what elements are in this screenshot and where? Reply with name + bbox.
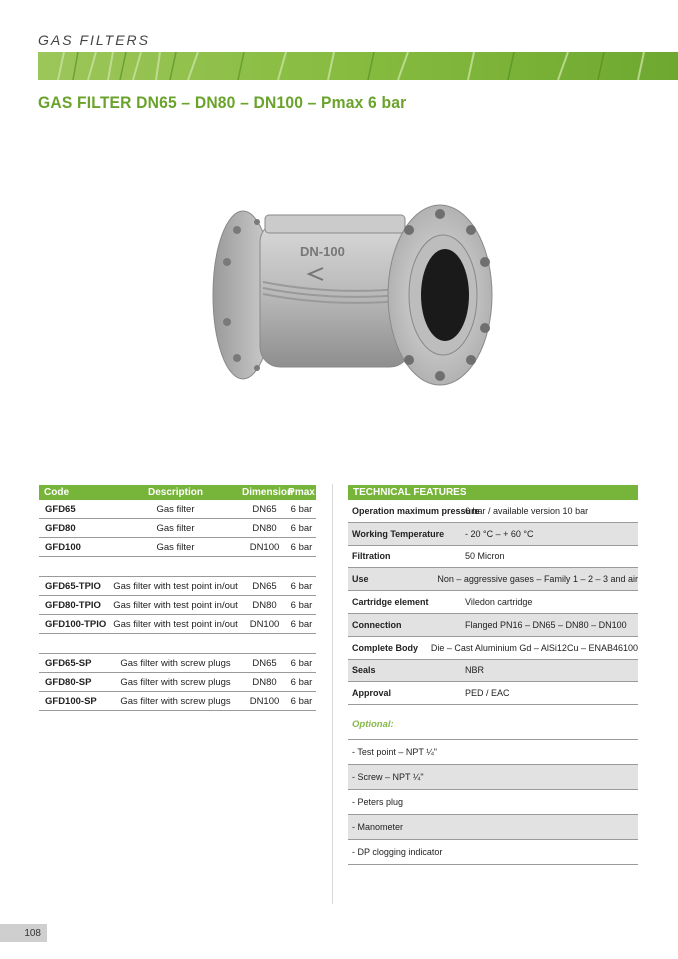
- pmax-cell: 6 bar: [290, 618, 313, 630]
- code-cell: GFD100-TPIO: [45, 618, 107, 630]
- pmax-cell: 6 bar: [290, 599, 313, 611]
- header-description: Description: [147, 487, 203, 498]
- pmax-cell: 6 bar: [290, 676, 313, 688]
- codes-table: [39, 485, 316, 730]
- casting-label: DN-100: [300, 244, 345, 259]
- page-number: 108: [0, 924, 47, 942]
- technical-features-header: TECHNICAL FEATURES: [348, 485, 638, 500]
- table-row: [348, 637, 638, 660]
- table-row: [39, 692, 316, 711]
- description-cell: Gas filter with screw plugs: [120, 657, 231, 669]
- dimension-cell: DN80: [252, 676, 277, 688]
- table-row: [39, 615, 316, 634]
- pmax-cell: 6 bar: [290, 580, 313, 592]
- pmax-cell: 6 bar: [290, 695, 313, 707]
- table-row: [348, 546, 638, 569]
- feature-name: Cartridge element: [352, 597, 429, 608]
- optional-item: - Test point – NPT ¼": [348, 740, 638, 765]
- code-cell: GFD65-TPIO: [45, 580, 101, 592]
- pmax-cell: 6 bar: [290, 503, 313, 515]
- description-cell: Gas filter: [156, 541, 195, 553]
- header-code: Code: [44, 487, 69, 498]
- pmax-cell: 6 bar: [290, 541, 313, 553]
- feature-value: Non – aggressive gases – Family 1 – 2 – 3 and air: [437, 574, 638, 585]
- description-cell: Gas filter: [156, 503, 195, 515]
- feature-value: Flanged PN16 – DN65 – DN80 – DN100: [465, 619, 627, 630]
- feature-name: Seals: [352, 665, 376, 676]
- code-cell: GFD65: [45, 503, 76, 515]
- header-dimension: Dimension: [242, 487, 294, 498]
- table-row: [39, 673, 316, 692]
- table-row: [348, 591, 638, 614]
- pmax-cell: 6 bar: [290, 657, 313, 669]
- header-pmax: Pmax: [288, 487, 315, 498]
- description-cell: Gas filter with test point in/out: [113, 599, 238, 611]
- dimension-cell: DN100: [249, 541, 280, 553]
- gas-filter-photo: [205, 200, 495, 390]
- feature-value: Die – Cast Aluminium Gd – AlSi12Cu – ENAB46100: [430, 642, 638, 653]
- section-label: GAS FILTERS: [38, 32, 150, 48]
- table-row: [348, 568, 638, 591]
- table-row: [39, 538, 316, 557]
- feature-value: Viledon cartridge: [465, 597, 533, 608]
- code-cell: GFD65-SP: [45, 657, 92, 669]
- table-row: [348, 614, 638, 637]
- pmax-cell: 6 bar: [290, 522, 313, 534]
- dimension-cell: DN100: [249, 695, 280, 707]
- codes-group-test-point: [39, 576, 316, 634]
- description-cell: Gas filter with test point in/out: [113, 580, 238, 592]
- codes-table-header: [39, 485, 316, 500]
- code-cell: GFD100: [45, 541, 81, 553]
- dimension-cell: DN80: [252, 599, 277, 611]
- table-row: [39, 577, 316, 596]
- page-title: GAS FILTER DN65 – DN80 – DN100 – Pmax 6 bar: [38, 93, 407, 112]
- feature-name: Approval: [352, 688, 392, 699]
- description-cell: Gas filter: [156, 522, 195, 534]
- dimension-cell: DN80: [252, 522, 277, 534]
- feature-value: - 20 °C – + 60 °C: [465, 528, 534, 539]
- optional-item: - Manometer: [348, 815, 638, 840]
- feature-value: PED / EAC: [465, 688, 510, 699]
- optional-item: - Peters plug: [348, 790, 638, 815]
- optional-title: Optional:: [348, 719, 638, 740]
- table-row: [348, 682, 638, 705]
- feature-name: Use: [352, 574, 369, 585]
- dimension-cell: DN100: [249, 618, 280, 630]
- table-row: [39, 596, 316, 615]
- technical-features-table: [348, 485, 638, 865]
- description-cell: Gas filter with test point in/out: [113, 618, 238, 630]
- code-cell: GFD80-SP: [45, 676, 92, 688]
- dimension-cell: DN65: [252, 580, 277, 592]
- codes-group-screw-plugs: [39, 653, 316, 711]
- table-row: [348, 500, 638, 523]
- table-row: [348, 523, 638, 546]
- description-cell: Gas filter with screw plugs: [120, 676, 231, 688]
- feature-value: 50 Micron: [465, 551, 505, 562]
- green-header-band: [38, 52, 678, 80]
- table-row: [39, 500, 316, 519]
- feature-value: NBR: [465, 665, 485, 676]
- table-row: [348, 660, 638, 683]
- column-divider: [332, 484, 333, 904]
- description-cell: Gas filter with screw plugs: [120, 695, 231, 707]
- codes-group-basic: [39, 500, 316, 557]
- code-cell: GFD80: [45, 522, 76, 534]
- optional-item: - DP clogging indicator: [348, 840, 638, 865]
- feature-name: Working Temperature: [352, 528, 445, 539]
- code-cell: GFD100-SP: [45, 695, 97, 707]
- feature-name: Complete Body: [352, 642, 419, 653]
- feature-name: Operation maximum pressure: [352, 505, 480, 516]
- feature-value: 6 bar / available version 10 bar: [465, 505, 589, 516]
- optional-item: - Screw – NPT ¼": [348, 765, 638, 790]
- table-row: [39, 519, 316, 538]
- feature-name: Filtration: [352, 551, 391, 562]
- table-row: [39, 654, 316, 673]
- dimension-cell: DN65: [252, 503, 277, 515]
- code-cell: GFD80-TPIO: [45, 599, 101, 611]
- feature-name: Connection: [352, 619, 402, 630]
- dimension-cell: DN65: [252, 657, 277, 669]
